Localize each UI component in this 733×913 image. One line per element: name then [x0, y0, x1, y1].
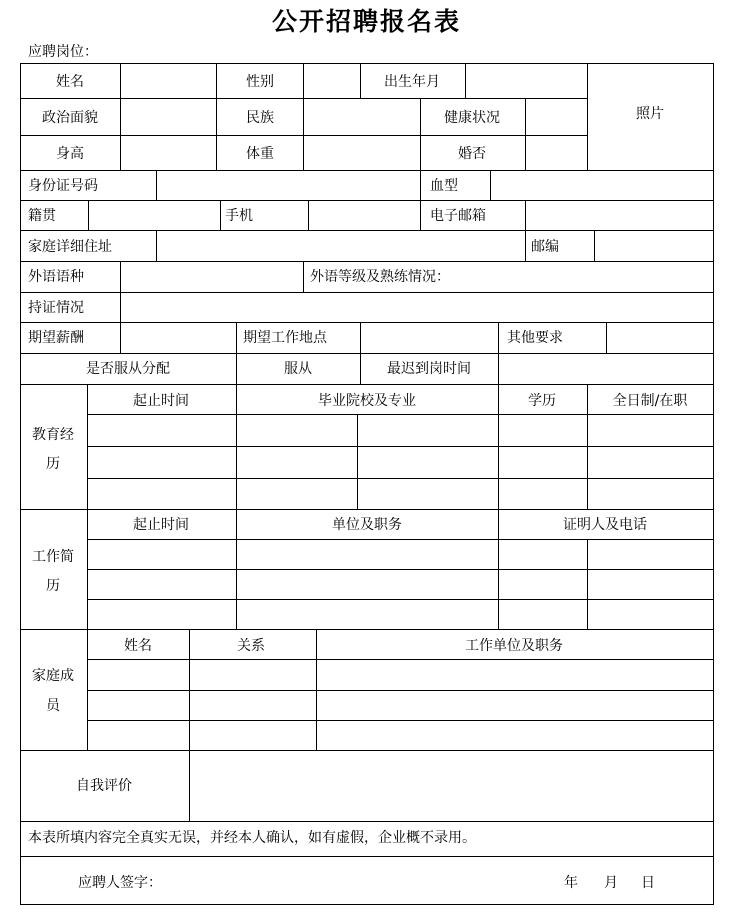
ethnicity-label: 民族: [246, 110, 274, 126]
home-address-label: 家庭详细住址: [28, 239, 112, 255]
name-field[interactable]: [121, 64, 216, 98]
accept-assignment-label: 是否服从分配: [86, 361, 170, 377]
political-status-field[interactable]: [121, 99, 216, 135]
position-applied-label: 应聘岗位：: [28, 44, 98, 60]
language-level-label: 外语等级及熟练情况：: [310, 269, 450, 285]
work-section-label-2: 历: [46, 578, 60, 594]
family-header-relation: 关系: [237, 638, 265, 654]
declaration-text: 本表所填内容完全真实无误，并经本人确认，如有虚假，企业概不录用。: [28, 830, 476, 846]
blood-type-field[interactable]: [491, 171, 713, 200]
education-header-degree: 学历: [528, 393, 556, 409]
photo-area[interactable]: [588, 64, 713, 170]
birth-date-field[interactable]: [466, 64, 587, 98]
political-status-label: 政治面貌: [42, 110, 98, 126]
id-number-field[interactable]: [157, 171, 420, 200]
latest-start-label: 最迟到岗时间: [387, 361, 471, 377]
signature-month-label: 月: [604, 875, 618, 891]
work-entries[interactable]: [88, 540, 713, 629]
other-requirements-label: 其他要求: [507, 330, 563, 346]
home-address-field[interactable]: [157, 231, 525, 261]
mobile-field[interactable]: [309, 201, 420, 230]
height-field[interactable]: [121, 136, 216, 170]
signature-year-label: 年: [564, 875, 578, 891]
education-section-label: 教育经: [32, 427, 74, 443]
ethnicity-field[interactable]: [304, 99, 420, 135]
form-title: 公开招聘报名表: [271, 7, 461, 36]
gender-label: 性别: [246, 74, 274, 90]
native-place-field[interactable]: [89, 201, 220, 230]
latest-start-field[interactable]: [499, 354, 713, 384]
marital-status-field[interactable]: [526, 136, 587, 170]
education-header-school: 毕业院校及专业: [318, 393, 416, 409]
weight-field[interactable]: [304, 136, 420, 170]
marital-status-label: 婚否: [458, 146, 486, 162]
expected-salary-label: 期望薪酬: [28, 330, 84, 346]
expected-salary-field[interactable]: [121, 323, 236, 353]
native-place-label: 籍贯: [28, 208, 56, 224]
self-evaluation-field[interactable]: [190, 751, 713, 821]
birth-date-label: 出生年月: [384, 74, 440, 90]
weight-label: 体重: [246, 146, 274, 162]
signature-field[interactable]: [170, 860, 550, 900]
gender-field[interactable]: [304, 64, 360, 98]
work-header-employer: 单位及职务: [332, 517, 402, 533]
work-section-label: 工作简: [32, 549, 74, 565]
height-label: 身高: [56, 146, 84, 162]
self-evaluation-label: 自我评价: [76, 778, 132, 794]
email-label: 电子邮箱: [430, 208, 486, 224]
work-header-reference: 证明人及电话: [563, 517, 647, 533]
name-label: 姓名: [56, 74, 84, 90]
signature-label: 应聘人签字：: [78, 875, 162, 891]
signature-day-label: 日: [641, 875, 655, 891]
other-requirements-field[interactable]: [607, 323, 713, 353]
photo-label: 照片: [636, 106, 664, 122]
family-entries[interactable]: [88, 660, 713, 750]
mobile-label: 手机: [225, 208, 253, 224]
expected-location-field[interactable]: [361, 323, 498, 353]
id-number-label: 身份证号码: [28, 178, 98, 194]
health-status-label: 健康状况: [444, 110, 500, 126]
work-header-period: 起止时间: [133, 517, 189, 533]
education-entries[interactable]: [88, 415, 713, 509]
postcode-label: 邮编: [531, 239, 559, 255]
education-header-mode: 全日制/在职: [612, 393, 688, 409]
family-section-label-2: 员: [46, 698, 60, 714]
blood-type-label: 血型: [430, 178, 458, 194]
obey-label: 服从: [284, 361, 312, 377]
certificates-label: 持证情况: [28, 300, 84, 316]
health-status-field[interactable]: [526, 99, 587, 135]
education-section-label-2: 历: [46, 456, 60, 472]
certificates-field[interactable]: [121, 293, 713, 322]
family-section-label: 家庭成: [32, 668, 74, 684]
family-header-employer: 工作单位及职务: [465, 638, 563, 654]
family-header-name: 姓名: [124, 638, 152, 654]
expected-location-label: 期望工作地点: [243, 330, 327, 346]
foreign-language-label: 外语语种: [28, 269, 84, 285]
education-header-period: 起止时间: [133, 393, 189, 409]
foreign-language-field[interactable]: [121, 262, 303, 292]
email-field[interactable]: [526, 201, 713, 230]
postcode-field[interactable]: [595, 231, 713, 261]
